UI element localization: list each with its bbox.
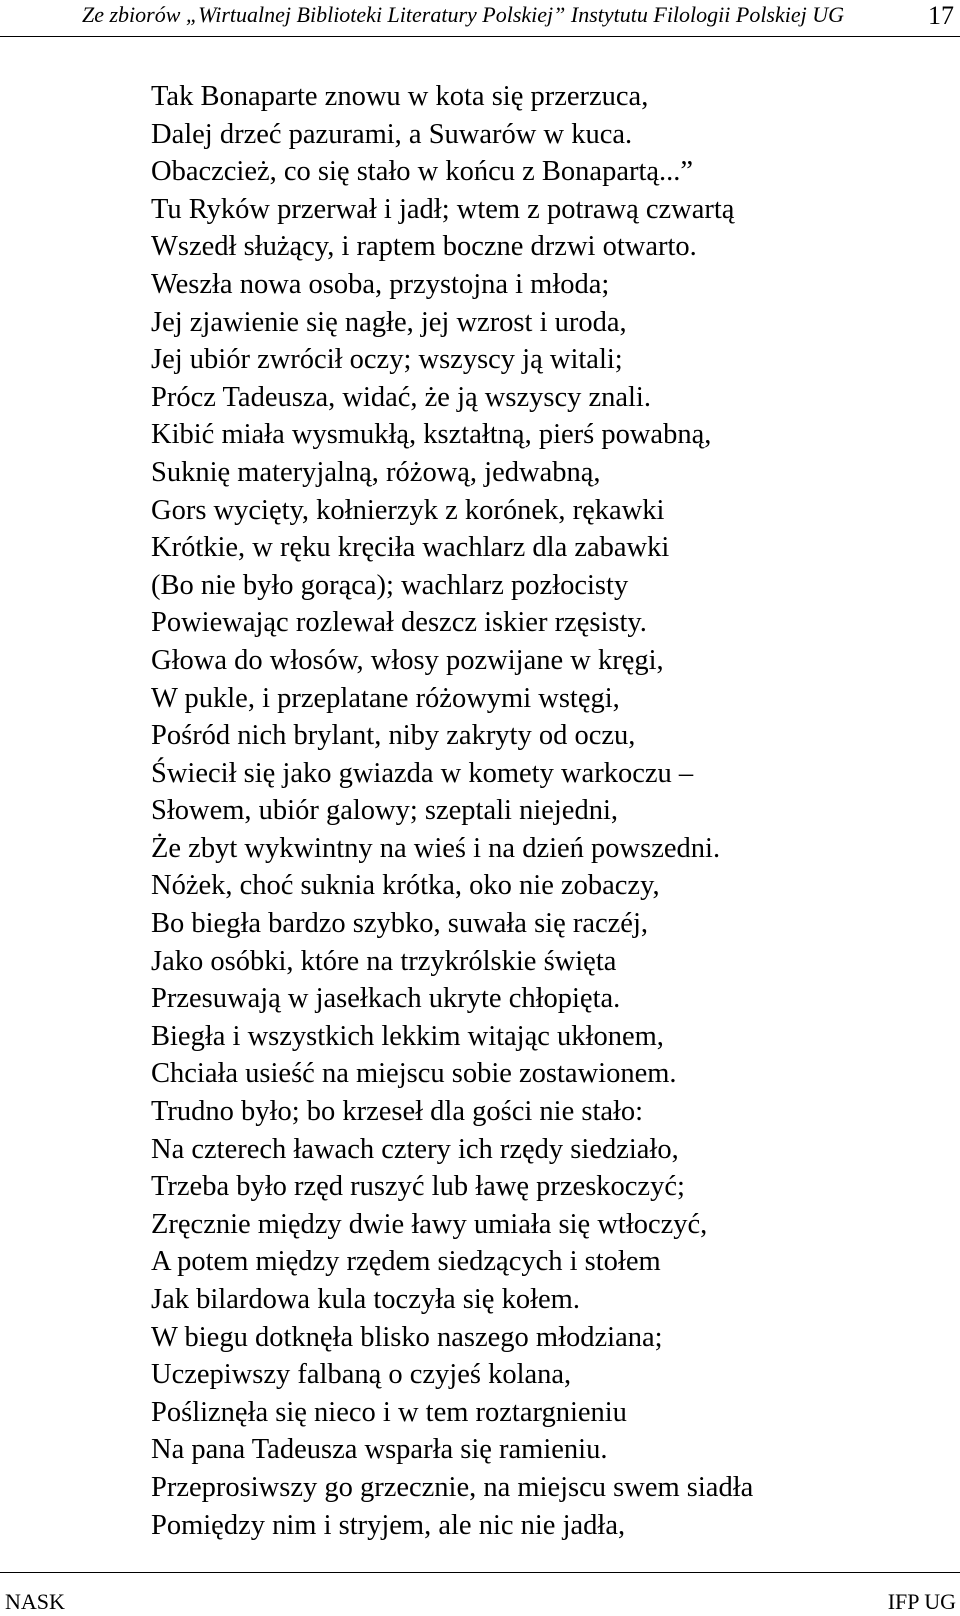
page-footer bbox=[0, 1572, 960, 1616]
poem-line: Tak Bonaparte znowu w kota się przerzuca, bbox=[151, 81, 649, 112]
poem-line: Pośród nich brylant, niby zakryty od oczu, bbox=[151, 720, 636, 752]
poem-line: Tu Ryków przerwał i jadł; wtem z potrawą czwartą bbox=[151, 193, 735, 225]
poem-line: Jako osóbki, które na trzykrólskie święta bbox=[151, 945, 617, 977]
poem-line: Krótkie, w ręku kręciła wachlarz dla zabawki bbox=[151, 532, 670, 564]
poem-line: Zręcznie między dwie ławy umiała się wtłoczyć, bbox=[151, 1208, 708, 1240]
poem-line: Świecił się jako gwiazda w komety warkoczu – bbox=[151, 757, 694, 789]
poem-text bbox=[151, 78, 753, 1544]
poem-line: Przeprosiwszy go grzecznie, na miejscu swem siadła bbox=[151, 1471, 754, 1503]
poem-line: Powiewając rozlewał deszcz iskier rzęsisty. bbox=[151, 607, 647, 639]
poem-line: Kibić miała wysmukłą, kształtną, pierś powabną, bbox=[151, 419, 712, 451]
poem-line: Jak bilardowa kula toczyła się kołem. bbox=[151, 1284, 580, 1315]
poem-line: Głowa do włosów, włosy pozwijane w kręgi, bbox=[151, 644, 664, 676]
poem-line: Pomiędzy nim i stryjem, ale nic nie jadła, bbox=[151, 1509, 626, 1541]
poem-line: W biegu dotknęła blisko naszego młodziana; bbox=[151, 1321, 663, 1353]
poem-line: Wszedł służący, i raptem boczne drzwi otwarto. bbox=[151, 231, 697, 263]
poem-line: Na pana Tadeusza wsparła się ramieniu. bbox=[151, 1434, 608, 1466]
poem-line: Trudno było; bo krzeseł dla gości nie stało: bbox=[151, 1096, 644, 1128]
poem-line: Weszła nowa osoba, przystojna i młoda; bbox=[151, 268, 610, 300]
poem-line: Słowem, ubiór galowy; szeptali niejedni, bbox=[151, 795, 618, 827]
poem-line: Uczepiwszy falbaną o czyjeś kolana, bbox=[151, 1359, 572, 1391]
poem-line: A potem między rzędem siedzących i stołem bbox=[151, 1246, 661, 1278]
poem-line: Że zbyt wykwintny na wieś i na dzień powszedni. bbox=[151, 832, 721, 864]
poem-line: Pośliznęła się nieco i w tem roztargnieniu bbox=[151, 1396, 627, 1428]
poem-line: W pukle, i przeplatane różowymi wstęgi, bbox=[151, 682, 620, 714]
poem-line: Obaczcież, co się stało w końcu z Bonapartą...” bbox=[151, 156, 694, 188]
poem-line: Na czterech ławach cztery ich rzędy siedziało, bbox=[151, 1133, 679, 1165]
poem-line: Jej zjawienie się nagłe, jej wzrost i uroda, bbox=[151, 306, 627, 338]
page-number: 17 bbox=[928, 1, 954, 30]
page-header bbox=[0, 0, 960, 37]
poem-line: Dalej drzeć pazurami, a Suwarów w kuca. bbox=[151, 118, 633, 150]
poem-line: Biegła i wszystkich lekkim witając ukłonem, bbox=[151, 1020, 664, 1052]
poem-line: Gors wycięty, kołnierzyk z korónek, rękawki bbox=[151, 494, 665, 526]
poem-line: Jej ubiór zwrócił oczy; wszyscy ją witali; bbox=[151, 344, 623, 376]
footer-left-label: NASK bbox=[5, 1589, 65, 1614]
footer-right-label: IFP UG bbox=[887, 1589, 956, 1614]
poem-line: Chciała usieść na miejscu sobie zostawionem. bbox=[151, 1058, 677, 1090]
poem-line: Bo biegła bardzo szybko, suwała się raczéj, bbox=[151, 908, 648, 940]
header-title: Ze zbiorów „Wirtualnej Biblioteki Literatury Polskiej” Instytutu Filologii Polskiej UG bbox=[82, 2, 845, 27]
poem-line: (Bo nie było gorąca); wachlarz pozłocisty bbox=[151, 569, 629, 601]
poem-line: Trzeba było rzęd ruszyć lub ławę przeskoczyć; bbox=[151, 1171, 685, 1203]
poem-line: Prócz Tadeusza, widać, że ją wszyscy znali. bbox=[151, 381, 651, 413]
poem-line: Przesuwają w jasełkach ukryte chłopięta. bbox=[151, 983, 621, 1015]
poem-line: Suknię materyjalną, różową, jedwabną, bbox=[151, 456, 601, 488]
poem-line: Nóżek, choć suknia krótka, oko nie zobaczy, bbox=[151, 870, 660, 902]
